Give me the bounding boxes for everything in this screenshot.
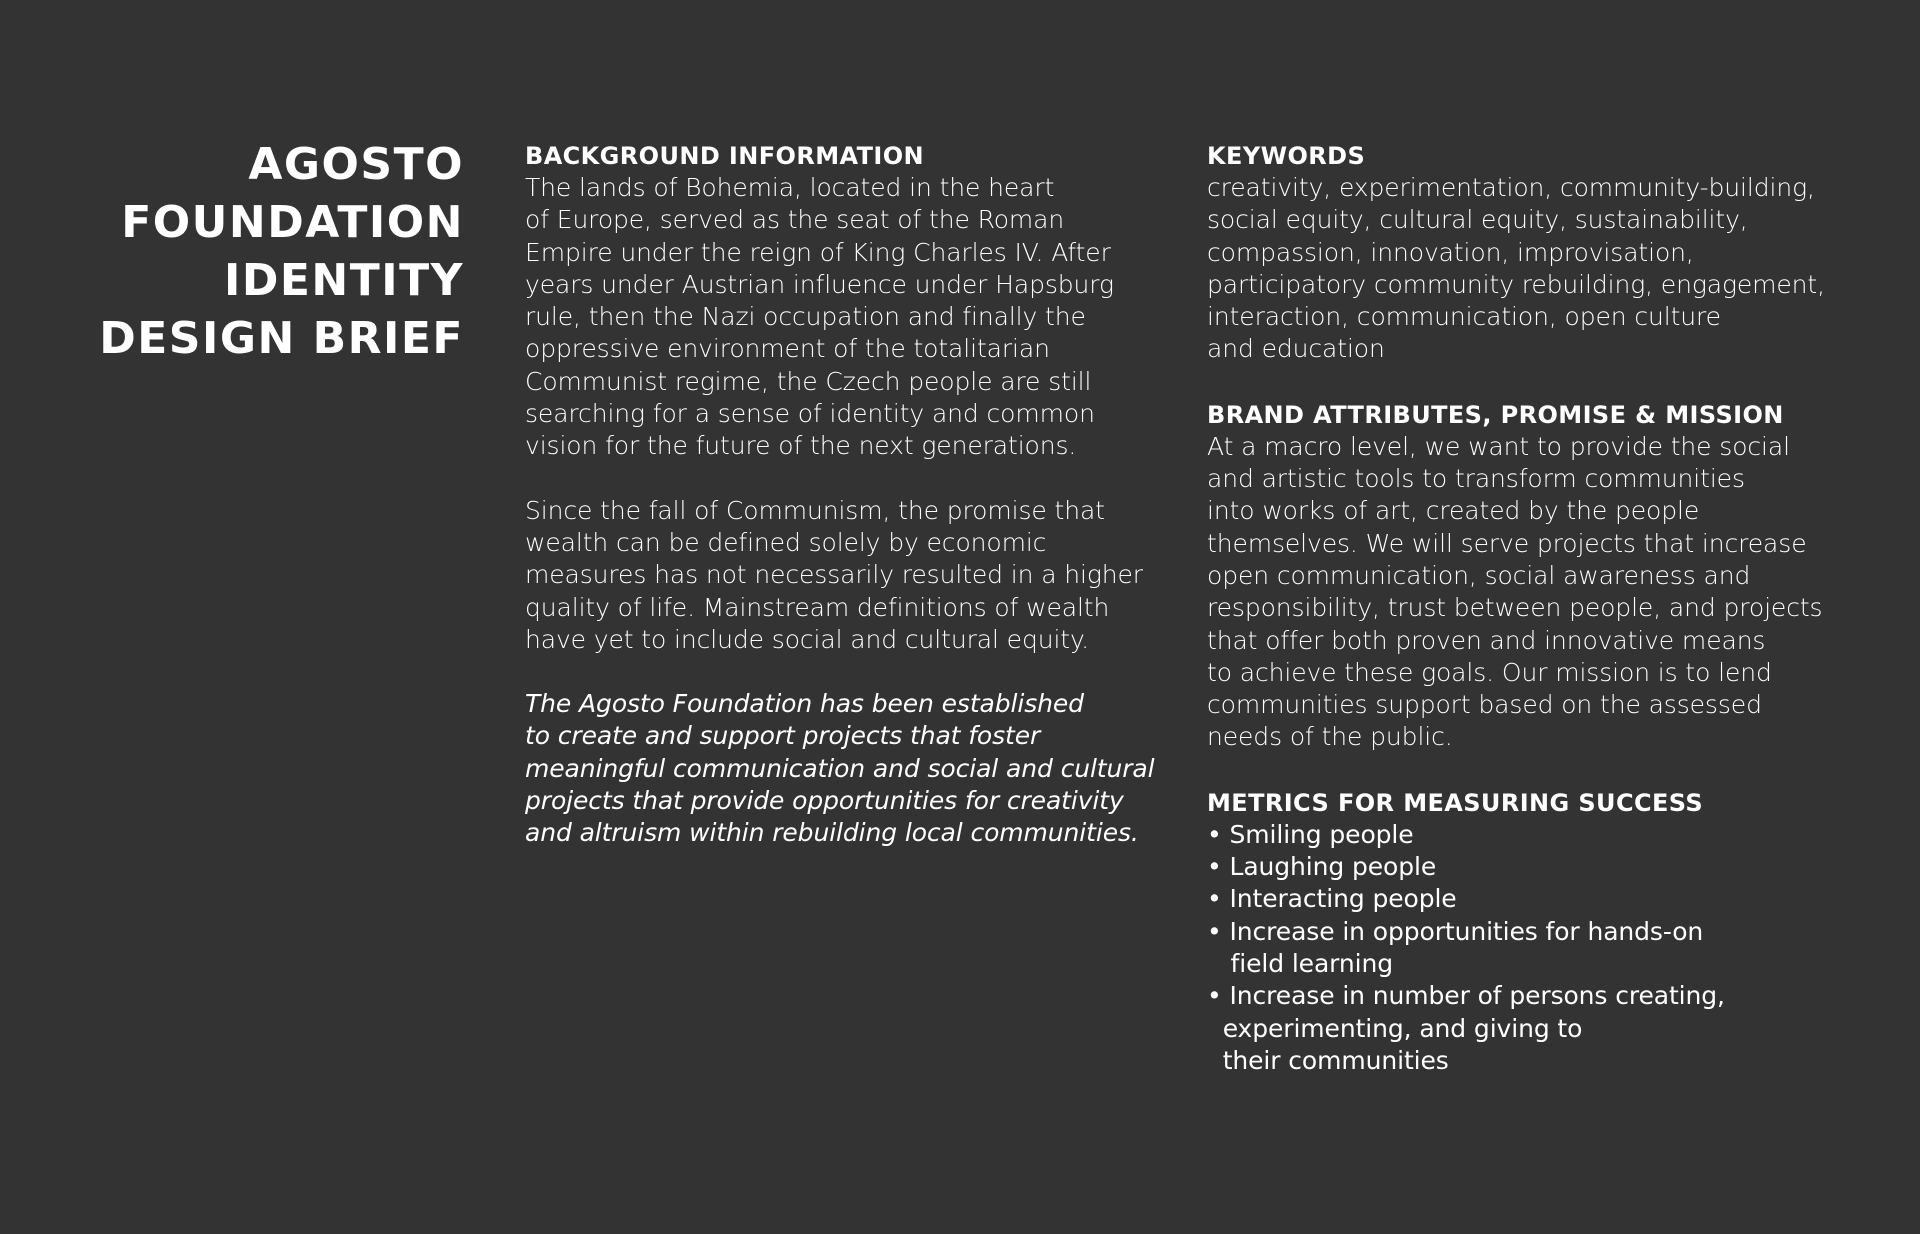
text-line: needs of the public.	[1207, 722, 1453, 752]
text-line: and artistic tools to transform communities	[1207, 464, 1745, 494]
text-line: vision for the future of the next generations.	[525, 431, 1077, 461]
text-line: interaction, communication, open culture	[1207, 302, 1721, 332]
list-item-continuation: their communities	[1207, 1045, 1449, 1075]
metrics-section	[1207, 787, 1847, 1077]
text-line: rule, then the Nazi occupation and finally the	[525, 302, 1086, 332]
list-item-continuation: experimenting, and giving to	[1207, 1013, 1583, 1043]
background-paragraph-2	[525, 495, 1165, 656]
text-line: open communication, social awareness and	[1207, 560, 1751, 590]
keywords-section	[1207, 140, 1847, 366]
text-line: searching for a sense of identity and common	[525, 399, 1095, 429]
text-line: meaningful communication and social and cultural	[525, 753, 1155, 783]
background-section	[525, 140, 1165, 850]
list-item-continuation: field learning	[1207, 948, 1394, 978]
background-heading: BACKGROUND INFORMATION	[525, 142, 924, 170]
text-line: quality of life. Mainstream definitions of wealth	[525, 592, 1110, 622]
text-line: into works of art, created by the people	[1207, 496, 1700, 526]
text-line: wealth can be defined solely by economic	[525, 527, 1047, 557]
title-line-3: IDENTITY	[223, 255, 464, 306]
text-line: measures has not necessarily resulted in a higher	[525, 560, 1143, 590]
brand-section	[1207, 399, 1847, 754]
metrics-heading: METRICS FOR MEASURING SUCCESS	[1207, 788, 1704, 817]
text-line: Communist regime, the Czech people are still	[525, 366, 1092, 396]
text-line: communities support based on the assessed	[1207, 690, 1762, 720]
text-line: that offer both proven and innovative means	[1207, 625, 1766, 655]
text-line: Empire under the reign of King Charles IV. After	[525, 237, 1111, 267]
keywords-heading: KEYWORDS	[1207, 142, 1366, 170]
text-line: years under Austrian influence under Hapsburg	[525, 269, 1114, 299]
title-line-4: DESIGN BRIEF	[99, 313, 464, 364]
mission-statement-italic	[525, 688, 1165, 849]
text-line: and education	[1207, 334, 1385, 364]
text-line: and altruism within rebuilding local communities.	[525, 818, 1139, 848]
title-line-1: AGOSTO	[248, 139, 464, 190]
text-line: The lands of Bohemia, located in the heart	[525, 173, 1055, 202]
list-item: • Laughing people	[1207, 852, 1437, 882]
text-line: Since the fall of Communism, the promise that	[525, 495, 1105, 525]
text-line: compassion, innovation, improvisation,	[1207, 237, 1694, 267]
list-item: • Smiling people	[1207, 819, 1414, 849]
text-line: responsibility, trust between people, and projects	[1207, 593, 1823, 623]
brand-heading: BRAND ATTRIBUTES, PROMISE & MISSION	[1207, 400, 1784, 429]
text-line: At a macro level, we want to provide the social	[1207, 431, 1790, 461]
text-line: have yet to include social and cultural equity.	[525, 624, 1089, 654]
text-line: oppressive environment of the totalitarian	[525, 334, 1050, 364]
text-line: creativity, experimentation, community-building,	[1207, 173, 1815, 202]
text-line: participatory community rebuilding, engagement,	[1207, 269, 1825, 299]
title-line-2: FOUNDATION	[121, 197, 464, 248]
text-line: projects that provide opportunities for creativity	[525, 786, 1124, 816]
background-paragraph-1	[525, 172, 1165, 463]
text-line: The Agosto Foundation has been established	[525, 689, 1084, 719]
text-line: social equity, cultural equity, sustainability,	[1207, 205, 1748, 235]
text-line: of Europe, served as the seat of the Roman	[525, 205, 1065, 235]
document-title	[44, 136, 464, 368]
text-line: to achieve these goals. Our mission is to lend	[1207, 657, 1772, 687]
list-item: • Interacting people	[1207, 884, 1457, 914]
list-item: • Increase in opportunities for hands-on	[1207, 916, 1704, 946]
right-column	[1207, 140, 1847, 1077]
list-item: • Increase in number of persons creating,	[1207, 981, 1725, 1011]
text-line: themselves. We will serve projects that increase	[1207, 528, 1807, 558]
text-line: to create and support projects that foster	[525, 721, 1041, 751]
